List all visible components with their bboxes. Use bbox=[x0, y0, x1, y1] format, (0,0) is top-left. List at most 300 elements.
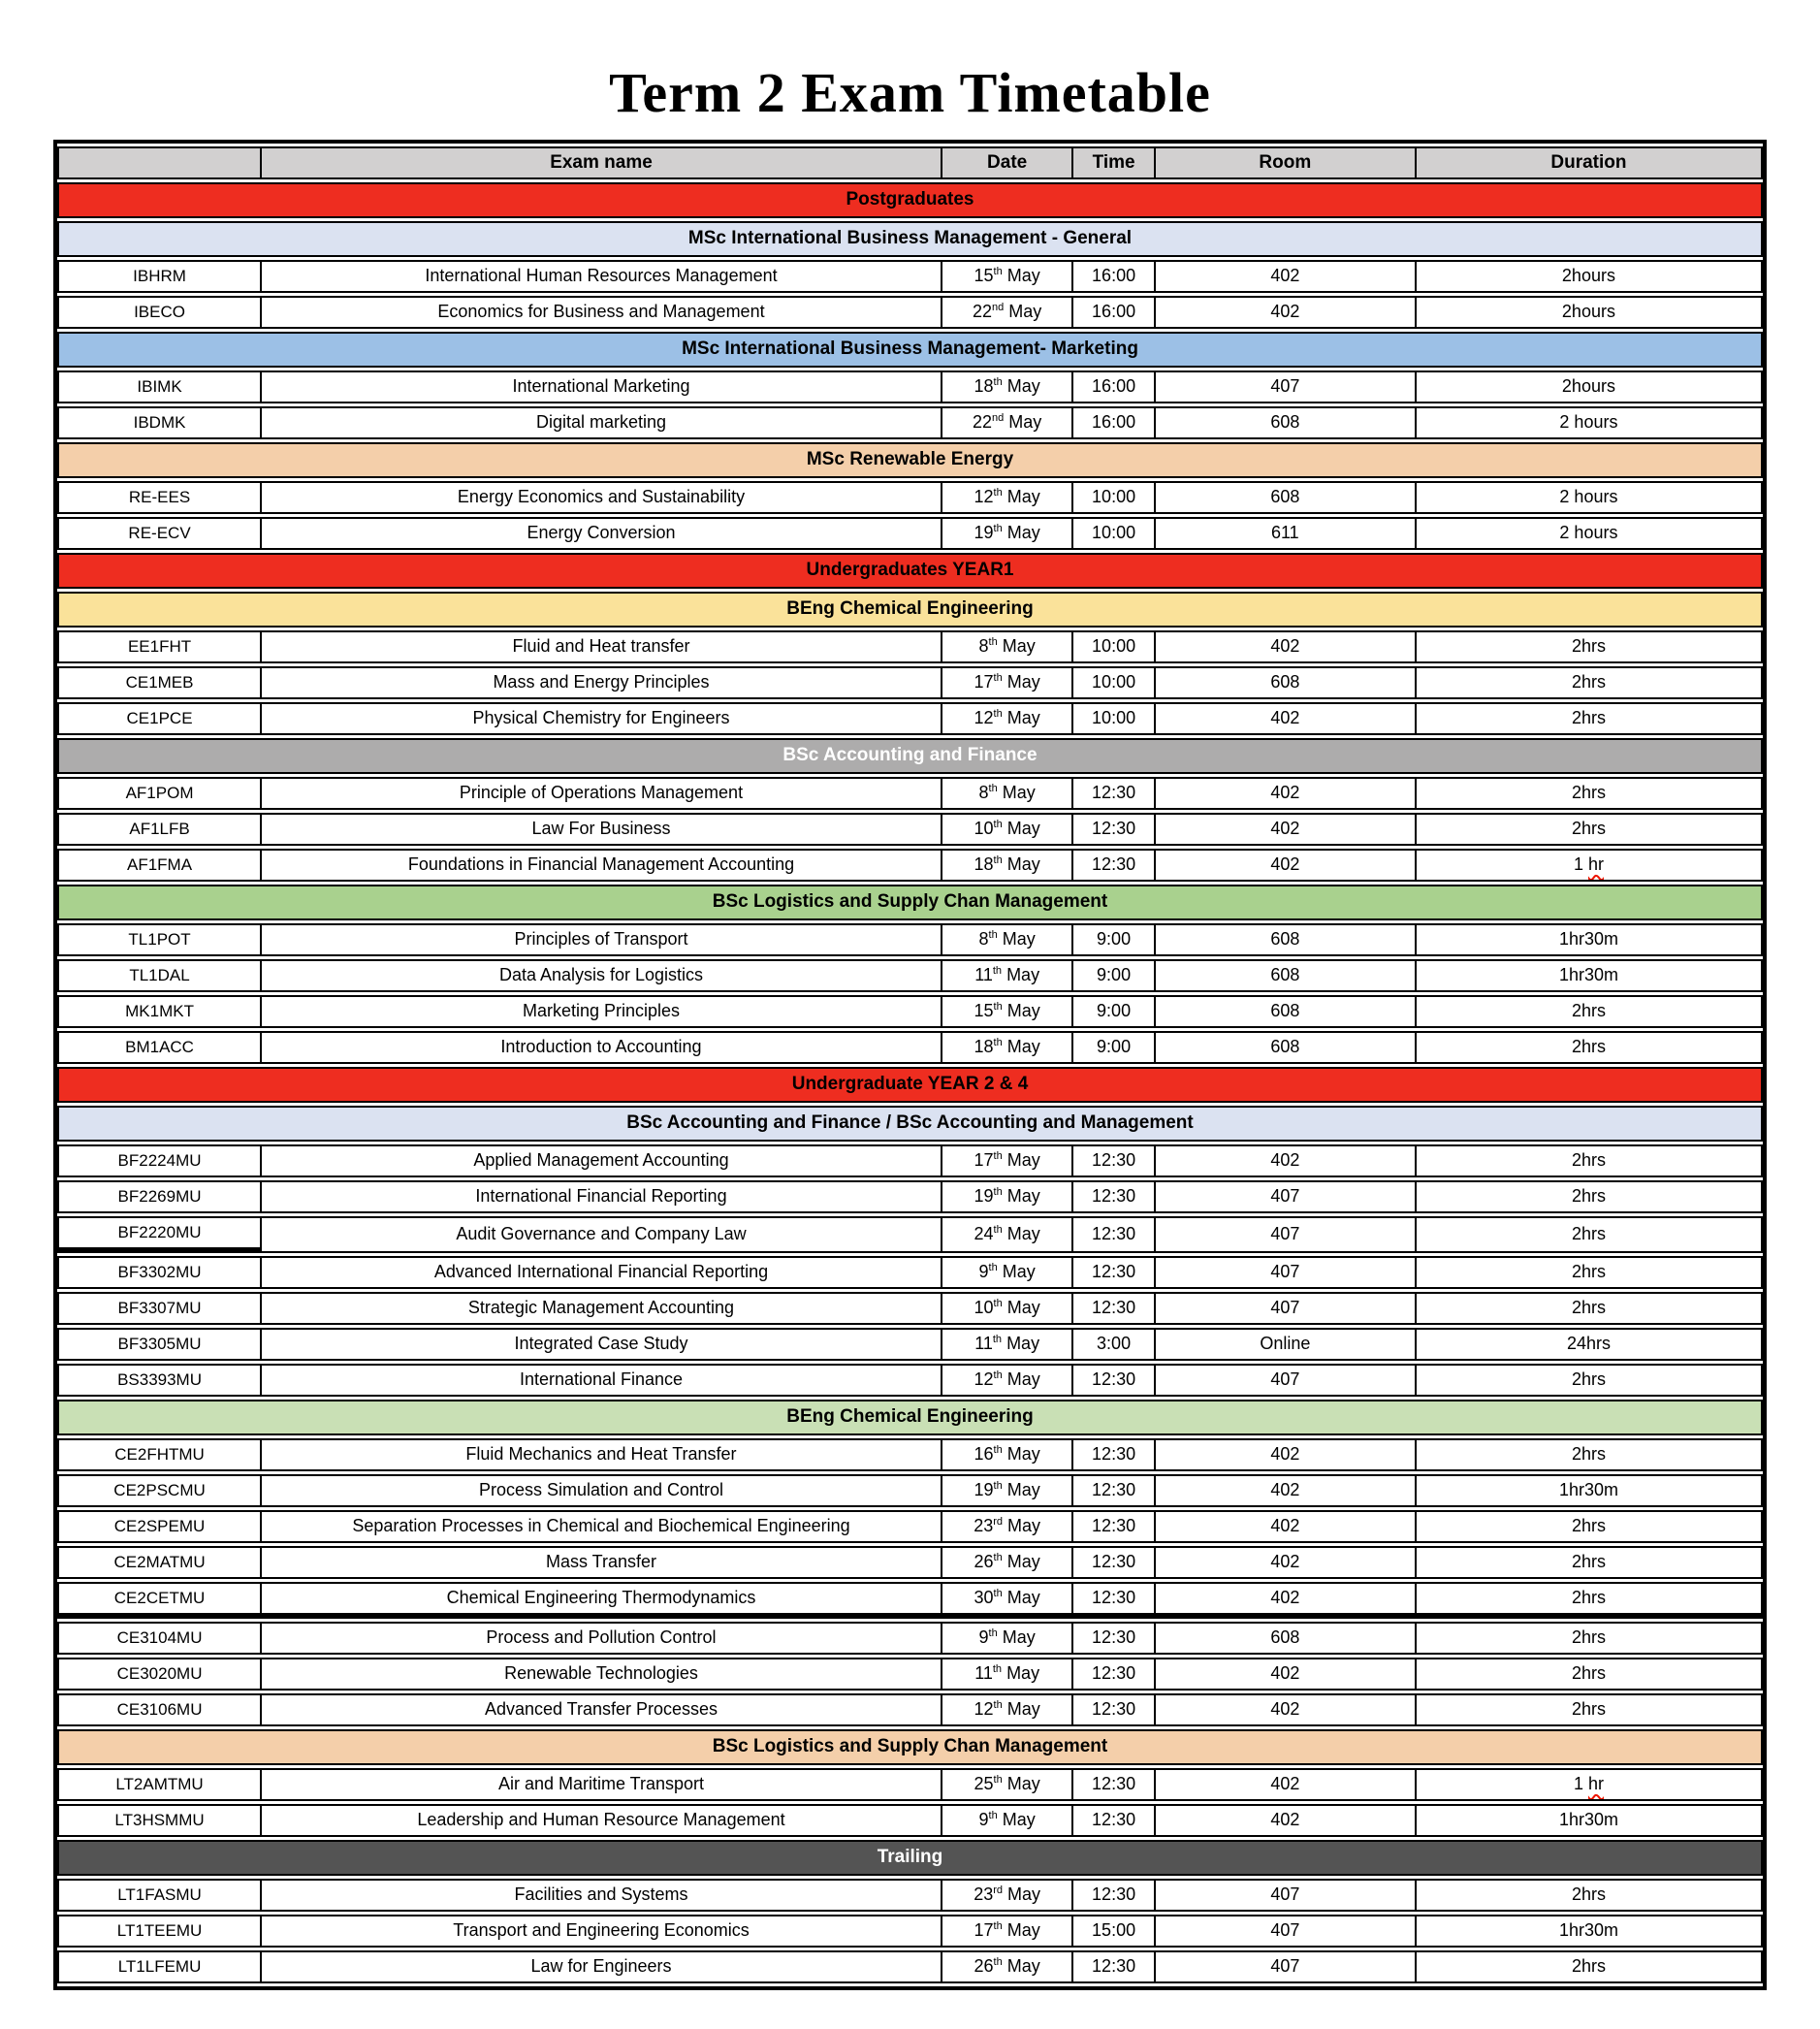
exam-name-cell: Foundations in Financial Management Accounting bbox=[262, 849, 942, 882]
section-row bbox=[57, 332, 1763, 368]
exam-timetable bbox=[53, 140, 1767, 1990]
exam-duration-cell: 1hr30m bbox=[1417, 1474, 1763, 1507]
page-title: Term 2 Exam Timetable bbox=[609, 61, 1211, 124]
exam-time-cell: 10:00 bbox=[1073, 517, 1155, 550]
exam-room-cell: 407 bbox=[1156, 1364, 1417, 1397]
exam-date-cell: 18th May bbox=[942, 370, 1073, 403]
exam-code-cell: CE1PCE bbox=[57, 702, 262, 735]
exam-row bbox=[57, 1768, 1763, 1801]
exam-room-cell: 608 bbox=[1156, 959, 1417, 992]
exam-date-cell: 24th May bbox=[942, 1216, 1073, 1253]
exam-room-cell: 407 bbox=[1156, 1292, 1417, 1325]
exam-room-cell: 402 bbox=[1156, 1804, 1417, 1837]
exam-name-cell: Energy Economics and Sustainability bbox=[262, 481, 942, 514]
section-banner: Undergraduate YEAR 2 & 4 bbox=[57, 1067, 1763, 1103]
exam-date-cell: 19th May bbox=[942, 517, 1073, 550]
exam-room-cell: 402 bbox=[1156, 1144, 1417, 1177]
exam-code-cell: IBHRM bbox=[57, 260, 262, 293]
exam-name-cell: Mass and Energy Principles bbox=[262, 666, 942, 699]
exam-date-cell: 9th May bbox=[942, 1256, 1073, 1289]
exam-code-cell: BF2269MU bbox=[57, 1180, 262, 1213]
exam-time-cell: 12:30 bbox=[1073, 1364, 1155, 1397]
exam-name-cell: Audit Governance and Company Law bbox=[262, 1216, 942, 1253]
exam-time-cell: 16:00 bbox=[1073, 260, 1155, 293]
date-ordinal: th bbox=[993, 376, 1003, 389]
section-row bbox=[57, 1400, 1763, 1435]
exam-name-cell: Applied Management Accounting bbox=[262, 1144, 942, 1177]
exam-date-cell: 9th May bbox=[942, 1804, 1073, 1837]
exam-code-cell: CE1MEB bbox=[57, 666, 262, 699]
exam-duration-cell: 2hrs bbox=[1417, 1546, 1763, 1579]
section-row bbox=[57, 592, 1763, 628]
exam-name-cell: Advanced Transfer Processes bbox=[262, 1693, 942, 1726]
exam-date-cell: 22nd May bbox=[942, 296, 1073, 329]
exam-duration-cell: 2hrs bbox=[1417, 1364, 1763, 1397]
exam-room-cell: 402 bbox=[1156, 260, 1417, 293]
exam-code-cell: LT1LFEMU bbox=[57, 1950, 262, 1983]
exam-time-cell: 12:30 bbox=[1073, 849, 1155, 882]
exam-date-cell: 16th May bbox=[942, 1438, 1073, 1471]
exam-room-cell: 402 bbox=[1156, 1658, 1417, 1691]
exam-date-cell: 26th May bbox=[942, 1950, 1073, 1983]
exam-time-cell: 12:30 bbox=[1073, 813, 1155, 846]
section-banner: Undergraduates YEAR1 bbox=[57, 553, 1763, 589]
exam-time-cell: 12:30 bbox=[1073, 1879, 1155, 1912]
exam-time-cell: 16:00 bbox=[1073, 406, 1155, 439]
exam-row bbox=[57, 1582, 1763, 1619]
exam-row bbox=[57, 1031, 1763, 1064]
exam-time-cell: 16:00 bbox=[1073, 370, 1155, 403]
exam-row bbox=[57, 1180, 1763, 1213]
exam-code-cell: IBDMK bbox=[57, 406, 262, 439]
date-ordinal: th bbox=[993, 1150, 1003, 1163]
exam-code-cell: LT2AMTMU bbox=[57, 1768, 262, 1801]
exam-duration-cell: 2hrs bbox=[1417, 1950, 1763, 1983]
exam-code-cell: CE3020MU bbox=[57, 1658, 262, 1691]
exam-duration-cell: 2hrs bbox=[1417, 1879, 1763, 1912]
exam-row bbox=[57, 923, 1763, 956]
exam-room-cell: 608 bbox=[1156, 481, 1417, 514]
exam-row bbox=[57, 1216, 1763, 1253]
section-row bbox=[57, 1729, 1763, 1765]
exam-duration-cell: 2hrs bbox=[1417, 1292, 1763, 1325]
exam-duration-cell: 1hr30m bbox=[1417, 1804, 1763, 1837]
exam-code-cell: CE3106MU bbox=[57, 1693, 262, 1726]
exam-time-cell: 12:30 bbox=[1073, 1292, 1155, 1325]
date-ordinal: th bbox=[993, 1920, 1003, 1933]
exam-name-cell: International Human Resources Management bbox=[262, 260, 942, 293]
exam-code-cell: IBECO bbox=[57, 296, 262, 329]
exam-duration-cell: 2hrs bbox=[1417, 1216, 1763, 1253]
exam-name-cell: Advanced International Financial Reporting bbox=[262, 1256, 942, 1289]
exam-duration-cell: 1 hr bbox=[1417, 849, 1763, 882]
exam-time-cell: 12:30 bbox=[1073, 1582, 1155, 1619]
date-ordinal: th bbox=[993, 266, 1003, 278]
exam-name-cell: Digital marketing bbox=[262, 406, 942, 439]
exam-row bbox=[57, 1256, 1763, 1289]
date-ordinal: th bbox=[988, 636, 998, 649]
section-row bbox=[57, 885, 1763, 920]
exam-name-cell: Integrated Case Study bbox=[262, 1328, 942, 1361]
exam-duration-cell: 2hrs bbox=[1417, 1693, 1763, 1726]
exam-room-cell: 402 bbox=[1156, 1582, 1417, 1619]
exam-row bbox=[57, 777, 1763, 810]
exam-name-cell: Law for Engineers bbox=[262, 1950, 942, 1983]
section-banner: Postgraduates bbox=[57, 182, 1763, 218]
exam-date-cell: 18th May bbox=[942, 1031, 1073, 1064]
exam-code-cell: LT3HSMMU bbox=[57, 1804, 262, 1837]
exam-duration-cell: 2 hours bbox=[1417, 406, 1763, 439]
date-ordinal: nd bbox=[992, 412, 1005, 425]
exam-time-cell: 9:00 bbox=[1073, 1031, 1155, 1064]
exam-name-cell: International Finance bbox=[262, 1364, 942, 1397]
timetable-header-row bbox=[57, 146, 1763, 179]
date-ordinal: th bbox=[993, 1699, 1003, 1712]
exam-time-cell: 9:00 bbox=[1073, 995, 1155, 1028]
exam-row bbox=[57, 296, 1763, 329]
exam-room-cell: 611 bbox=[1156, 517, 1417, 550]
exam-row bbox=[57, 959, 1763, 992]
exam-time-cell: 12:30 bbox=[1073, 1693, 1155, 1726]
exam-duration-cell: 2 hours bbox=[1417, 517, 1763, 550]
exam-duration-cell: 2hrs bbox=[1417, 1658, 1763, 1691]
exam-name-cell: Mass Transfer bbox=[262, 1546, 942, 1579]
exam-name-cell: Renewable Technologies bbox=[262, 1658, 942, 1691]
exam-date-cell: 8th May bbox=[942, 630, 1073, 663]
exam-duration-cell: 2hours bbox=[1417, 260, 1763, 293]
exam-name-cell: Facilities and Systems bbox=[262, 1879, 942, 1912]
exam-room-cell: 407 bbox=[1156, 370, 1417, 403]
exam-name-cell: Chemical Engineering Thermodynamics bbox=[262, 1582, 942, 1619]
exam-date-cell: 23rd May bbox=[942, 1510, 1073, 1543]
exam-time-cell: 9:00 bbox=[1073, 959, 1155, 992]
exam-date-cell: 8th May bbox=[942, 777, 1073, 810]
exam-duration-cell: 2hrs bbox=[1417, 995, 1763, 1028]
exam-room-cell: 608 bbox=[1156, 923, 1417, 956]
exam-name-cell: Fluid and Heat transfer bbox=[262, 630, 942, 663]
section-banner: MSc International Business Management- Marketing bbox=[57, 332, 1763, 368]
exam-row bbox=[57, 1693, 1763, 1726]
exam-row bbox=[57, 666, 1763, 699]
exam-time-cell: 12:30 bbox=[1073, 1256, 1155, 1289]
exam-duration-cell: 1hr30m bbox=[1417, 923, 1763, 956]
column-header-code bbox=[57, 146, 262, 179]
exam-code-cell: AF1LFB bbox=[57, 813, 262, 846]
exam-room-cell: 402 bbox=[1156, 1510, 1417, 1543]
section-banner: BSc Logistics and Supply Chan Management bbox=[57, 1729, 1763, 1765]
exam-duration-cell: 2hrs bbox=[1417, 1031, 1763, 1064]
exam-name-cell: Separation Processes in Chemical and Biochemical Engineering bbox=[262, 1510, 942, 1543]
section-row bbox=[57, 1106, 1763, 1142]
exam-date-cell: 12th May bbox=[942, 702, 1073, 735]
exam-room-cell: 402 bbox=[1156, 296, 1417, 329]
exam-time-cell: 12:30 bbox=[1073, 1180, 1155, 1213]
date-ordinal: th bbox=[988, 1627, 998, 1640]
exam-code-cell: MK1MKT bbox=[57, 995, 262, 1028]
date-ordinal: th bbox=[988, 1262, 998, 1274]
exam-code-cell: BF2220MU bbox=[57, 1216, 262, 1253]
section-banner: BSc Logistics and Supply Chan Management bbox=[57, 885, 1763, 920]
exam-code-cell: IBIMK bbox=[57, 370, 262, 403]
exam-date-cell: 12th May bbox=[942, 1364, 1073, 1397]
exam-date-cell: 17th May bbox=[942, 1915, 1073, 1948]
date-ordinal: th bbox=[993, 854, 1003, 867]
exam-date-cell: 17th May bbox=[942, 1144, 1073, 1177]
date-ordinal: th bbox=[992, 1334, 1003, 1346]
exam-code-cell: RE-ECV bbox=[57, 517, 262, 550]
exam-time-cell: 16:00 bbox=[1073, 296, 1155, 329]
exam-duration-cell: 2hours bbox=[1417, 296, 1763, 329]
exam-time-cell: 10:00 bbox=[1073, 481, 1155, 514]
exam-date-cell: 22nd May bbox=[942, 406, 1073, 439]
section-banner: BEng Chemical Engineering bbox=[57, 592, 1763, 628]
exam-name-cell: Fluid Mechanics and Heat Transfer bbox=[262, 1438, 942, 1471]
exam-room-cell: 608 bbox=[1156, 1622, 1417, 1655]
date-ordinal: rd bbox=[993, 1884, 1004, 1897]
exam-row bbox=[57, 1950, 1763, 1983]
exam-duration-cell: 2hrs bbox=[1417, 1582, 1763, 1619]
exam-room-cell: 402 bbox=[1156, 1546, 1417, 1579]
exam-room-cell: 608 bbox=[1156, 1031, 1417, 1064]
exam-date-cell: 18th May bbox=[942, 849, 1073, 882]
date-ordinal: th bbox=[993, 1956, 1003, 1969]
exam-time-cell: 10:00 bbox=[1073, 702, 1155, 735]
exam-duration-cell: 1hr30m bbox=[1417, 959, 1763, 992]
exam-name-cell: Principles of Transport bbox=[262, 923, 942, 956]
exam-name-cell: Process and Pollution Control bbox=[262, 1622, 942, 1655]
exam-time-cell: 15:00 bbox=[1073, 1915, 1155, 1948]
exam-date-cell: 19th May bbox=[942, 1474, 1073, 1507]
exam-row bbox=[57, 517, 1763, 550]
date-ordinal: th bbox=[993, 1774, 1003, 1787]
exam-duration-cell: 2hrs bbox=[1417, 702, 1763, 735]
exam-date-cell: 11th May bbox=[942, 1658, 1073, 1691]
exam-duration-cell: 2hrs bbox=[1417, 813, 1763, 846]
exam-time-cell: 12:30 bbox=[1073, 1216, 1155, 1253]
exam-row bbox=[57, 406, 1763, 439]
exam-date-cell: 15th May bbox=[942, 995, 1073, 1028]
exam-room-cell: 402 bbox=[1156, 1693, 1417, 1726]
exam-duration-cell: 2hrs bbox=[1417, 1144, 1763, 1177]
exam-row bbox=[57, 849, 1763, 882]
section-row bbox=[57, 221, 1763, 257]
exam-duration-cell: 2hrs bbox=[1417, 1438, 1763, 1471]
exam-time-cell: 12:30 bbox=[1073, 1474, 1155, 1507]
exam-duration-cell: 24hrs bbox=[1417, 1328, 1763, 1361]
exam-duration-cell: 2hrs bbox=[1417, 777, 1763, 810]
exam-row bbox=[57, 1879, 1763, 1912]
exam-name-cell: Marketing Principles bbox=[262, 995, 942, 1028]
exam-time-cell: 12:30 bbox=[1073, 1546, 1155, 1579]
exam-room-cell: 608 bbox=[1156, 666, 1417, 699]
column-header-duration: Duration bbox=[1417, 146, 1763, 179]
exam-time-cell: 12:30 bbox=[1073, 1768, 1155, 1801]
timetable-body bbox=[57, 182, 1763, 1983]
exam-code-cell: EE1FHT bbox=[57, 630, 262, 663]
section-row bbox=[57, 738, 1763, 774]
date-ordinal: th bbox=[993, 487, 1003, 499]
exam-name-cell: Introduction to Accounting bbox=[262, 1031, 942, 1064]
exam-code-cell: BM1ACC bbox=[57, 1031, 262, 1064]
column-header-exam-name: Exam name bbox=[262, 146, 942, 179]
section-banner: BEng Chemical Engineering bbox=[57, 1400, 1763, 1435]
date-ordinal: th bbox=[993, 523, 1003, 535]
exam-code-cell: AF1POM bbox=[57, 777, 262, 810]
column-header-date: Date bbox=[942, 146, 1073, 179]
exam-row bbox=[57, 630, 1763, 663]
exam-duration-cell: 2hrs bbox=[1417, 1180, 1763, 1213]
exam-duration-cell: 2hrs bbox=[1417, 1510, 1763, 1543]
date-ordinal: th bbox=[993, 1037, 1003, 1049]
date-ordinal: nd bbox=[992, 302, 1005, 314]
exam-duration-cell: 2hours bbox=[1417, 370, 1763, 403]
exam-room-cell: 402 bbox=[1156, 1474, 1417, 1507]
exam-room-cell: 402 bbox=[1156, 813, 1417, 846]
exam-row bbox=[57, 260, 1763, 293]
exam-date-cell: 17th May bbox=[942, 666, 1073, 699]
exam-code-cell: BF3307MU bbox=[57, 1292, 262, 1325]
exam-date-cell: 12th May bbox=[942, 1693, 1073, 1726]
section-banner: Trailing bbox=[57, 1840, 1763, 1876]
date-ordinal: th bbox=[988, 783, 998, 795]
exam-name-cell: Physical Chemistry for Engineers bbox=[262, 702, 942, 735]
exam-date-cell: 11th May bbox=[942, 959, 1073, 992]
exam-date-cell: 23rd May bbox=[942, 1879, 1073, 1912]
exam-room-cell: 608 bbox=[1156, 995, 1417, 1028]
exam-room-cell: 608 bbox=[1156, 406, 1417, 439]
exam-row bbox=[57, 1144, 1763, 1177]
column-header-room: Room bbox=[1156, 146, 1417, 179]
exam-room-cell: 402 bbox=[1156, 702, 1417, 735]
exam-room-cell: 402 bbox=[1156, 1438, 1417, 1471]
exam-code-cell: CE2MATMU bbox=[57, 1546, 262, 1579]
exam-code-cell: BF2224MU bbox=[57, 1144, 262, 1177]
date-ordinal: th bbox=[993, 1552, 1003, 1564]
date-ordinal: th bbox=[993, 1369, 1003, 1382]
exam-row bbox=[57, 1292, 1763, 1325]
exam-row bbox=[57, 995, 1763, 1028]
exam-date-cell: 15th May bbox=[942, 260, 1073, 293]
exam-row bbox=[57, 1438, 1763, 1471]
section-row bbox=[57, 1067, 1763, 1103]
exam-room-cell: Online bbox=[1156, 1328, 1417, 1361]
exam-name-cell: Data Analysis for Logistics bbox=[262, 959, 942, 992]
exam-time-cell: 12:30 bbox=[1073, 1510, 1155, 1543]
exam-row bbox=[57, 1804, 1763, 1837]
date-ordinal: th bbox=[993, 1480, 1003, 1493]
exam-code-cell: LT1TEEMU bbox=[57, 1915, 262, 1948]
exam-code-cell: RE-EES bbox=[57, 481, 262, 514]
exam-date-cell: 11th May bbox=[942, 1328, 1073, 1361]
column-header-time: Time bbox=[1073, 146, 1155, 179]
exam-duration-cell: 1hr30m bbox=[1417, 1915, 1763, 1948]
exam-room-cell: 407 bbox=[1156, 1180, 1417, 1213]
exam-row bbox=[57, 1474, 1763, 1507]
exam-time-cell: 12:30 bbox=[1073, 1950, 1155, 1983]
exam-row bbox=[57, 481, 1763, 514]
exam-room-cell: 402 bbox=[1156, 777, 1417, 810]
exam-name-cell: International Marketing bbox=[262, 370, 942, 403]
exam-date-cell: 26th May bbox=[942, 1546, 1073, 1579]
exam-code-cell: AF1FMA bbox=[57, 849, 262, 882]
exam-duration-cell: 2hrs bbox=[1417, 630, 1763, 663]
section-row bbox=[57, 182, 1763, 218]
date-ordinal: rd bbox=[993, 1516, 1004, 1529]
section-row bbox=[57, 553, 1763, 589]
exam-name-cell: Strategic Management Accounting bbox=[262, 1292, 942, 1325]
date-ordinal: th bbox=[993, 1298, 1003, 1310]
date-ordinal: th bbox=[992, 1663, 1003, 1676]
exam-time-cell: 12:30 bbox=[1073, 1438, 1155, 1471]
exam-time-cell: 12:30 bbox=[1073, 1658, 1155, 1691]
exam-room-cell: 402 bbox=[1156, 630, 1417, 663]
exam-date-cell: 9th May bbox=[942, 1622, 1073, 1655]
exam-time-cell: 10:00 bbox=[1073, 666, 1155, 699]
exam-date-cell: 25th May bbox=[942, 1768, 1073, 1801]
exam-duration-cell: 2hrs bbox=[1417, 1622, 1763, 1655]
exam-time-cell: 12:30 bbox=[1073, 777, 1155, 810]
exam-name-cell: Process Simulation and Control bbox=[262, 1474, 942, 1507]
exam-code-cell: BF3305MU bbox=[57, 1328, 262, 1361]
spellcheck-flagged-word: hr bbox=[1587, 854, 1604, 875]
exam-name-cell: Law For Business bbox=[262, 813, 942, 846]
exam-date-cell: 8th May bbox=[942, 923, 1073, 956]
exam-room-cell: 407 bbox=[1156, 1879, 1417, 1912]
exam-time-cell: 12:30 bbox=[1073, 1804, 1155, 1837]
date-ordinal: th bbox=[993, 819, 1003, 831]
exam-room-cell: 407 bbox=[1156, 1950, 1417, 1983]
exam-row bbox=[57, 813, 1763, 846]
exam-room-cell: 402 bbox=[1156, 849, 1417, 882]
exam-code-cell: CE2FHTMU bbox=[57, 1438, 262, 1471]
exam-name-cell: Energy Conversion bbox=[262, 517, 942, 550]
exam-code-cell: TL1DAL bbox=[57, 959, 262, 992]
exam-row bbox=[57, 1510, 1763, 1543]
exam-name-cell: Transport and Engineering Economics bbox=[262, 1915, 942, 1948]
exam-code-cell: BS3393MU bbox=[57, 1364, 262, 1397]
date-ordinal: th bbox=[988, 929, 998, 942]
exam-room-cell: 402 bbox=[1156, 1768, 1417, 1801]
section-row bbox=[57, 442, 1763, 478]
exam-code-cell: CE2PSCMU bbox=[57, 1474, 262, 1507]
exam-date-cell: 30th May bbox=[942, 1582, 1073, 1619]
exam-row bbox=[57, 370, 1763, 403]
exam-duration-cell: 2hrs bbox=[1417, 1256, 1763, 1289]
exam-code-cell: TL1POT bbox=[57, 923, 262, 956]
exam-name-cell: Air and Maritime Transport bbox=[262, 1768, 942, 1801]
section-banner: BSc Accounting and Finance bbox=[57, 738, 1763, 774]
exam-row bbox=[57, 702, 1763, 735]
date-ordinal: th bbox=[993, 708, 1003, 721]
exam-name-cell: Principle of Operations Management bbox=[262, 777, 942, 810]
exam-room-cell: 407 bbox=[1156, 1216, 1417, 1253]
exam-duration-cell: 2 hours bbox=[1417, 481, 1763, 514]
exam-date-cell: 19th May bbox=[942, 1180, 1073, 1213]
exam-name-cell: Economics for Business and Management bbox=[262, 296, 942, 329]
exam-code-cell: LT1FASMU bbox=[57, 1879, 262, 1912]
exam-row bbox=[57, 1622, 1763, 1655]
exam-time-cell: 3:00 bbox=[1073, 1328, 1155, 1361]
date-ordinal: th bbox=[993, 1224, 1003, 1237]
date-ordinal: th bbox=[993, 672, 1003, 685]
exam-time-cell: 9:00 bbox=[1073, 923, 1155, 956]
section-banner: MSc International Business Management - General bbox=[57, 221, 1763, 257]
exam-room-cell: 407 bbox=[1156, 1915, 1417, 1948]
exam-code-cell: CE3104MU bbox=[57, 1622, 262, 1655]
section-banner: BSc Accounting and Finance / BSc Accounting and Management bbox=[57, 1106, 1763, 1142]
date-ordinal: th bbox=[993, 1588, 1003, 1600]
exam-time-cell: 12:30 bbox=[1073, 1144, 1155, 1177]
